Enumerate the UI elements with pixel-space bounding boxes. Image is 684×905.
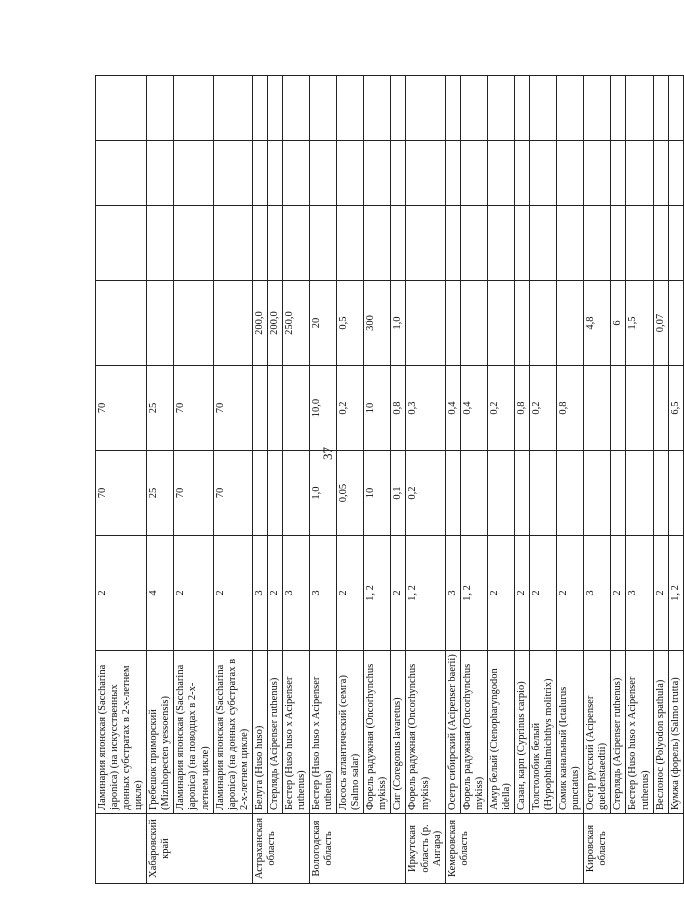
empty-cell — [364, 206, 391, 281]
table-row — [364, 76, 391, 884]
value-cell: 10,0 — [310, 366, 337, 451]
code-cell: 1, 2 — [406, 536, 445, 651]
empty-cell — [557, 141, 584, 206]
empty-cell — [174, 206, 213, 281]
empty-cell — [668, 76, 683, 141]
region-cell: Вологодская область — [310, 814, 406, 884]
value-cell: 0,07 — [653, 281, 668, 366]
empty-cell — [147, 206, 174, 281]
value-cell — [252, 366, 267, 451]
empty-cell — [557, 206, 584, 281]
value-cell: 10 — [364, 451, 391, 536]
species-cell: Форель радужная (Oncorhynchus mykiss) — [406, 651, 445, 814]
empty-cell — [445, 141, 460, 206]
table-row — [267, 76, 282, 884]
value-cell: 25 — [147, 366, 174, 451]
value-cell: 0,4 — [445, 366, 460, 451]
value-cell: 6 — [611, 281, 626, 366]
value-cell: 70 — [213, 451, 252, 536]
value-cell: 70 — [96, 366, 147, 451]
species-cell: Сазан, карп (Cyprinus carpio) — [514, 651, 529, 814]
empty-cell — [460, 206, 487, 281]
value-cell — [626, 451, 653, 536]
value-cell: 0,2 — [406, 451, 445, 536]
species-cell: Сомик канальный (Ictalurus punctatus) — [557, 651, 584, 814]
value-cell: 20 — [310, 281, 337, 366]
empty-cell — [460, 76, 487, 141]
value-cell: 250,0 — [282, 281, 309, 366]
value-cell — [460, 451, 487, 536]
code-cell: 1, 2 — [364, 536, 391, 651]
table-row — [668, 76, 683, 884]
code-cell: 2 — [487, 536, 514, 651]
species-cell: Лосось атлантический (семга) (Salmo salar) — [337, 651, 364, 814]
value-cell — [406, 281, 445, 366]
empty-cell — [267, 76, 282, 141]
empty-cell — [337, 76, 364, 141]
empty-cell — [282, 141, 309, 206]
code-cell: 4 — [147, 536, 174, 651]
empty-cell — [96, 76, 147, 141]
value-cell: 0,2 — [487, 366, 514, 451]
empty-cell — [267, 141, 282, 206]
empty-cell — [653, 141, 668, 206]
empty-cell — [626, 76, 653, 141]
value-cell: 300 — [364, 281, 391, 366]
table-row — [557, 76, 584, 884]
empty-cell — [530, 76, 557, 141]
empty-cell — [487, 76, 514, 141]
empty-cell — [174, 76, 213, 141]
code-cell: 2 — [391, 536, 406, 651]
table-row — [282, 76, 309, 884]
code-cell: 1, 2 — [668, 536, 683, 651]
empty-cell — [445, 76, 460, 141]
code-cell: 3 — [626, 536, 653, 651]
species-cell: Бестер (Huso huso x Acipenser ruthenus) — [282, 651, 309, 814]
value-cell — [267, 451, 282, 536]
value-cell: 0,2 — [337, 366, 364, 451]
species-cell: Амур белый (Ctenopharyngodon idella) — [487, 651, 514, 814]
table-row — [252, 76, 267, 884]
data-table — [95, 75, 684, 884]
table-row — [611, 76, 626, 884]
value-cell — [514, 281, 529, 366]
table-row — [310, 76, 337, 884]
species-cell: Ламинария японская (Saccharina japonica) (на донных субстратах в 2-х-летнем цикле) — [213, 651, 252, 814]
value-cell — [282, 451, 309, 536]
species-cell: Белуга (Huso huso) — [252, 651, 267, 814]
table-row — [514, 76, 529, 884]
value-cell: 1,0 — [391, 281, 406, 366]
empty-cell — [487, 206, 514, 281]
empty-cell — [584, 141, 611, 206]
table-row — [96, 76, 147, 884]
value-cell: 0,5 — [337, 281, 364, 366]
empty-cell — [391, 141, 406, 206]
region-cell: Кемеровская область — [445, 814, 584, 884]
value-cell — [668, 281, 683, 366]
value-cell — [96, 281, 147, 366]
code-cell: 3 — [445, 536, 460, 651]
code-cell: 2 — [213, 536, 252, 651]
empty-cell — [282, 76, 309, 141]
empty-cell — [584, 76, 611, 141]
empty-cell — [460, 141, 487, 206]
species-cell: Ламинария японская (Saccharina japonica) (на поводцах в 2-х-летнем цикле) — [174, 651, 213, 814]
table-row — [337, 76, 364, 884]
empty-cell — [364, 76, 391, 141]
code-cell: 2 — [174, 536, 213, 651]
empty-cell — [557, 76, 584, 141]
value-cell: 70 — [174, 451, 213, 536]
value-cell — [487, 451, 514, 536]
value-cell — [514, 451, 529, 536]
empty-cell — [611, 141, 626, 206]
code-cell: 2 — [611, 536, 626, 651]
empty-cell — [530, 206, 557, 281]
value-cell — [174, 281, 213, 366]
empty-cell — [514, 141, 529, 206]
value-cell — [530, 281, 557, 366]
code-cell: 2 — [337, 536, 364, 651]
value-cell — [282, 366, 309, 451]
value-cell: 0,2 — [530, 366, 557, 451]
species-cell: Форель радужная (Oncorhynchus mykiss) — [364, 651, 391, 814]
code-cell: 2 — [653, 536, 668, 651]
value-cell — [611, 451, 626, 536]
value-cell — [668, 451, 683, 536]
value-cell — [530, 451, 557, 536]
species-cell: Осетр русский (Acipenser gueldenstaedtii) — [584, 651, 611, 814]
value-cell — [584, 366, 611, 451]
empty-cell — [406, 206, 445, 281]
empty-cell — [668, 206, 683, 281]
region-cell: Кировская область — [584, 814, 683, 884]
value-cell — [557, 451, 584, 536]
species-cell: Кумжа (форель) (Salmo trutta) — [668, 651, 683, 814]
value-cell — [611, 366, 626, 451]
empty-cell — [174, 141, 213, 206]
value-cell — [267, 366, 282, 451]
value-cell: 1,0 — [310, 451, 337, 536]
table-row — [460, 76, 487, 884]
table-row — [530, 76, 557, 884]
empty-cell — [611, 76, 626, 141]
value-cell — [626, 366, 653, 451]
empty-cell — [282, 206, 309, 281]
code-cell: 3 — [282, 536, 309, 651]
rotated-table-container — [95, 76, 681, 884]
code-cell: 2 — [267, 536, 282, 651]
value-cell: 70 — [96, 451, 147, 536]
empty-cell — [96, 206, 147, 281]
page-number: 37 — [320, 447, 335, 460]
empty-cell — [310, 206, 337, 281]
empty-cell — [653, 206, 668, 281]
species-cell: Стерлядь (Acipenser ruthenus) — [611, 651, 626, 814]
value-cell: 70 — [213, 366, 252, 451]
value-cell: 200,0 — [252, 281, 267, 366]
empty-cell — [337, 141, 364, 206]
table-row — [653, 76, 668, 884]
code-cell: 2 — [557, 536, 584, 651]
table-row — [147, 76, 174, 884]
empty-cell — [514, 206, 529, 281]
value-cell: 6,5 — [668, 366, 683, 451]
code-cell: 3 — [252, 536, 267, 651]
empty-cell — [310, 141, 337, 206]
value-cell — [487, 281, 514, 366]
value-cell — [445, 281, 460, 366]
empty-cell — [364, 141, 391, 206]
empty-cell — [406, 141, 445, 206]
empty-cell — [530, 141, 557, 206]
empty-cell — [147, 76, 174, 141]
empty-cell — [213, 76, 252, 141]
species-cell: Гребешок приморский (Mizuhopecten yessoensis) — [147, 651, 174, 814]
code-cell: 2 — [96, 536, 147, 651]
empty-cell — [514, 76, 529, 141]
value-cell — [460, 281, 487, 366]
empty-cell — [584, 206, 611, 281]
value-cell: 10 — [364, 366, 391, 451]
species-cell: Осетр сибирский (Acipenser baerii) — [445, 651, 460, 814]
value-cell: 0,1 — [391, 451, 406, 536]
value-cell: 0,8 — [391, 366, 406, 451]
empty-cell — [213, 141, 252, 206]
empty-cell — [668, 141, 683, 206]
code-cell: 3 — [584, 536, 611, 651]
species-cell: Стерлядь (Acipenser ruthenus) — [267, 651, 282, 814]
empty-cell — [147, 141, 174, 206]
empty-cell — [391, 206, 406, 281]
empty-cell — [213, 206, 252, 281]
table-row — [445, 76, 460, 884]
table-row — [487, 76, 514, 884]
region-cell: Хабаровский край — [147, 814, 253, 884]
empty-cell — [653, 76, 668, 141]
value-cell: 0,05 — [337, 451, 364, 536]
value-cell — [653, 366, 668, 451]
value-cell — [213, 281, 252, 366]
value-cell: 0,3 — [406, 366, 445, 451]
region-cell: Астраханская область — [252, 814, 309, 884]
empty-cell — [252, 206, 267, 281]
value-cell: 0,8 — [557, 366, 584, 451]
species-cell: Форель радужная (Oncorhynchus mykiss) — [460, 651, 487, 814]
region-cell — [96, 814, 147, 884]
species-cell: Ламинария японская (Saccharina japonica) (на искусственных донных субстратах в 2-х-летнем цикле) — [96, 651, 147, 814]
empty-cell — [252, 76, 267, 141]
empty-cell — [310, 76, 337, 141]
table-row — [626, 76, 653, 884]
species-cell: Толстолобик белый (Hypophthalmichthys molitrix) — [530, 651, 557, 814]
value-cell: 70 — [174, 366, 213, 451]
empty-cell — [487, 141, 514, 206]
code-cell: 1, 2 — [460, 536, 487, 651]
code-cell: 2 — [530, 536, 557, 651]
empty-cell — [445, 206, 460, 281]
empty-cell — [391, 76, 406, 141]
table-row — [584, 76, 611, 884]
empty-cell — [337, 206, 364, 281]
value-cell: 0,8 — [514, 366, 529, 451]
empty-cell — [626, 206, 653, 281]
table-row — [391, 76, 406, 884]
value-cell — [653, 451, 668, 536]
species-cell: Веслонос (Polyodon spathula) — [653, 651, 668, 814]
species-cell: Бестер (Huso huso x Acipenser ruthenus) — [626, 651, 653, 814]
value-cell: 200,0 — [267, 281, 282, 366]
value-cell — [147, 281, 174, 366]
code-cell: 3 — [310, 536, 337, 651]
empty-cell — [626, 141, 653, 206]
value-cell — [557, 281, 584, 366]
empty-cell — [267, 206, 282, 281]
code-cell: 2 — [514, 536, 529, 651]
table-row — [174, 76, 213, 884]
table-row — [213, 76, 252, 884]
value-cell — [584, 451, 611, 536]
species-cell: Бестер (Huso huso x Acipenser ruthenus) — [310, 651, 337, 814]
region-cell: Иркутская область (р. Ангара) — [406, 814, 445, 884]
empty-cell — [252, 141, 267, 206]
value-cell: 0,4 — [460, 366, 487, 451]
empty-cell — [611, 206, 626, 281]
value-cell: 1,5 — [626, 281, 653, 366]
empty-cell — [96, 141, 147, 206]
empty-cell — [406, 76, 445, 141]
species-cell: Сиг (Coregonus lavaretus) — [391, 651, 406, 814]
table-row — [406, 76, 445, 884]
value-cell — [252, 451, 267, 536]
value-cell — [445, 451, 460, 536]
value-cell: 25 — [147, 451, 174, 536]
value-cell: 4,8 — [584, 281, 611, 366]
